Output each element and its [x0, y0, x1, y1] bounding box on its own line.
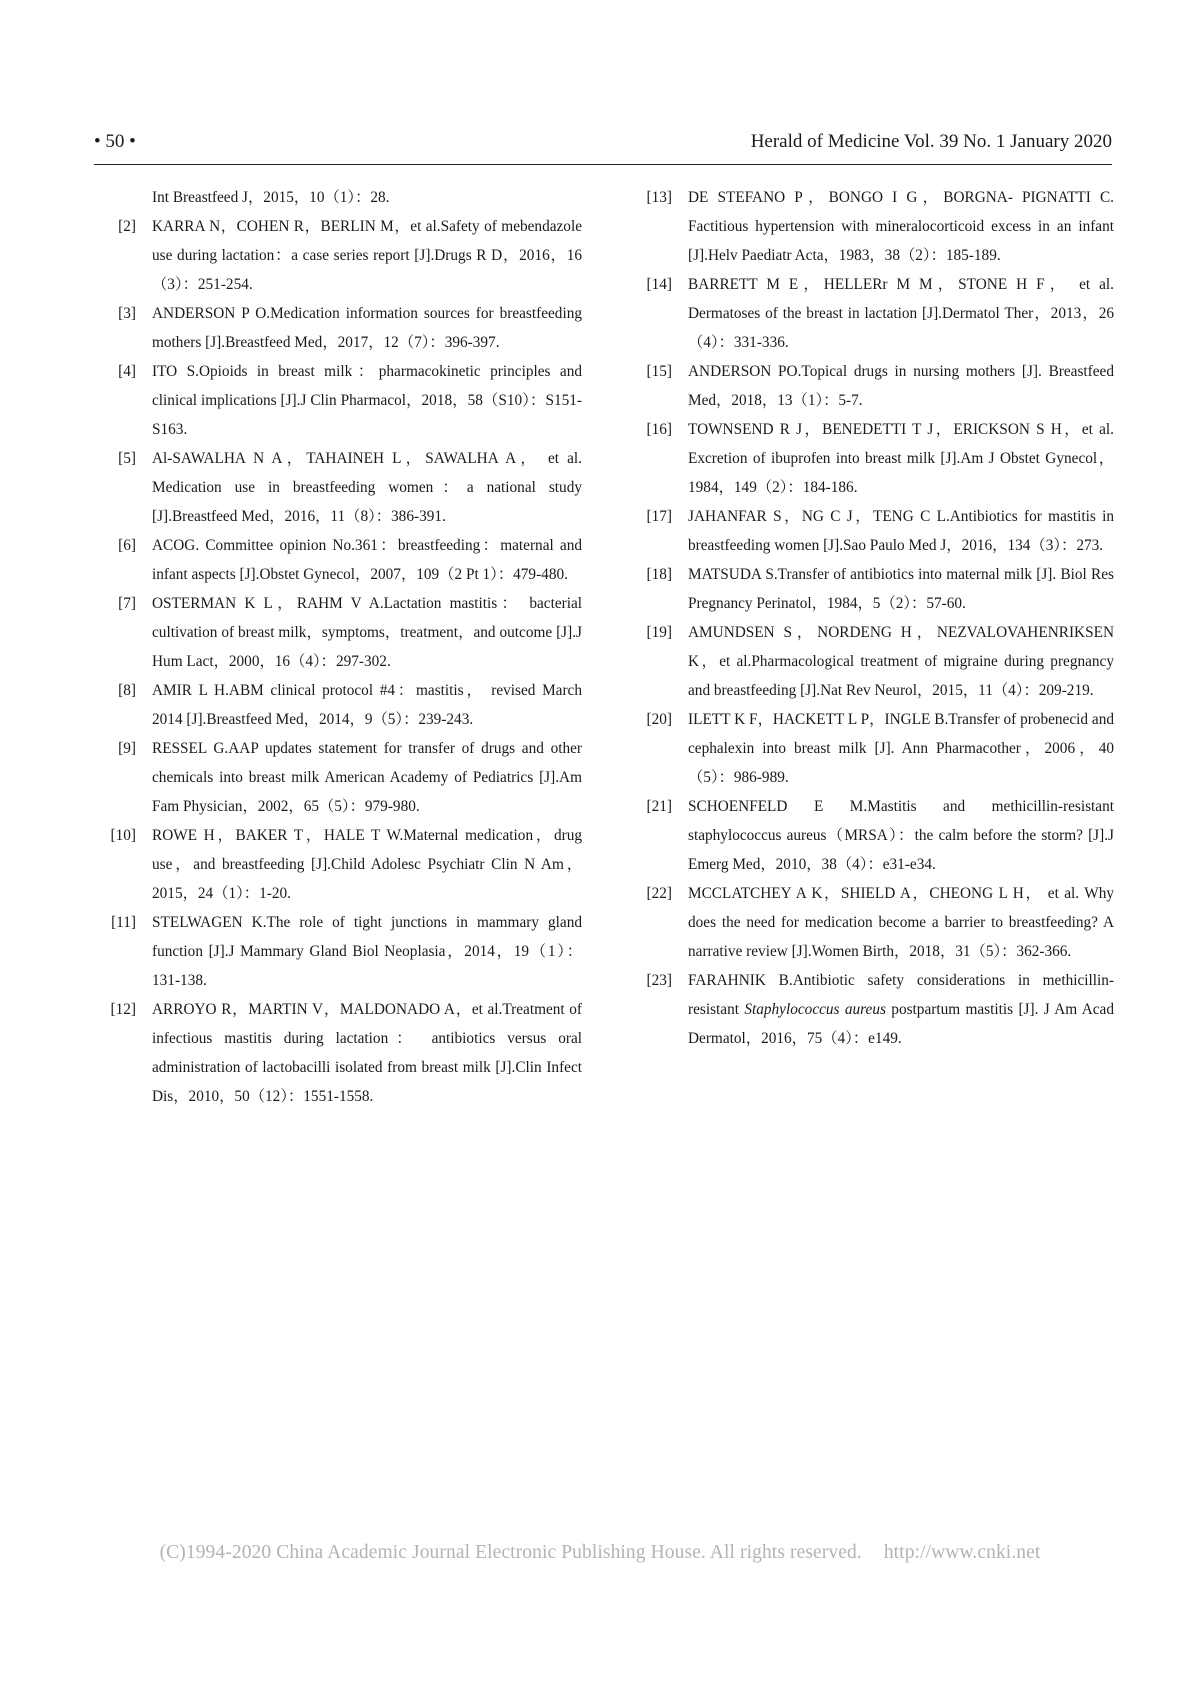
journal-name: Herald of Medicine Vol. 39 No. 1 January 2020 [750, 131, 1112, 152]
page-header [94, 128, 1112, 165]
reference-number: [22] [646, 885, 672, 902]
reference-text: KARRA N，COHEN R，BERLIN M，et al.Safety of mebendazole use during lactation：a case series report [J].Drugs R D，2016，16（3）：251-254. [152, 218, 582, 293]
reference-item [630, 966, 1114, 1053]
reference-item [630, 415, 1114, 502]
reference-number: [14] [646, 276, 672, 293]
reference-item [630, 792, 1114, 879]
reference-text: TOWNSEND R J，BENEDETTI T J，ERICKSON S H，et al. Excretion of ibuprofen into breast milk [J].Am J Obstet Gynecol，1984，149（2）：184-186. [688, 421, 1114, 496]
reference-item [630, 357, 1114, 415]
reference-item [630, 560, 1114, 618]
copyright-footer [0, 1542, 1200, 1564]
reference-text: Int Breastfeed J，2015，10（1）：28. [152, 189, 390, 206]
reference-text: ACOG. Committee opinion No.361：breastfeeding：maternal and infant aspects [J].Obstet Gynecol，2007，109（2 Pt 1）：479-480. [152, 537, 582, 583]
reference-number: [4] [118, 363, 136, 380]
reference-number: [10] [110, 827, 136, 844]
reference-text: ROWE H，BAKER T，HALE T W.Maternal medication，drug use，and breastfeeding [J].Child Adolesc Psychiatr Clin N Am，2015，24（1）：1-20. [152, 827, 582, 902]
left-reference-list [94, 212, 582, 1111]
reference-number: [8] [118, 682, 136, 699]
reference-item [94, 531, 582, 589]
reference-item [630, 879, 1114, 966]
reference-text: OSTERMAN K L，RAHM V A.Lactation mastitis： bacterial cultivation of breast milk，symptoms，treatment，and outcome [J].J Hum Lact，2000，16（4）：297-302. [152, 595, 582, 670]
copyright-text: (C)1994-2020 China Academic Journal Electronic Publishing House. All rights reserved. [159, 1542, 862, 1563]
left-column [94, 183, 582, 1111]
footer-url: http://www.cnki.net [883, 1542, 1041, 1563]
reference-item [94, 444, 582, 531]
reference-number: [9] [118, 740, 136, 757]
reference-number: [12] [110, 1001, 136, 1018]
page-number: • 50 • [94, 131, 136, 152]
reference-continuation [94, 183, 582, 212]
reference-text: Al-SAWALHA N A，TAHAINEH L，SAWALHA A， et al. Medication use in breastfeeding women：a national study [J].Breastfeed Med，2016，11（8）：386-391. [152, 450, 582, 525]
reference-number: [21] [646, 798, 672, 815]
reference-number: [7] [118, 595, 136, 612]
reference-text: FARAHNIK B.Antibiotic safety considerations in methicillin-resistant Staphylococcus aureus postpartum mastitis [J]. J Am Acad Dermatol，2016，75（4）：e149. [688, 972, 1114, 1047]
reference-number: [16] [646, 421, 672, 438]
reference-text: SCHOENFELD E M.Mastitis and methicillin-resistant staphylococcus aureus（MRSA）：the calm before the storm? [J].J Emerg Med，2010，38（4）：e31-e34. [688, 798, 1114, 873]
right-column [630, 183, 1114, 1053]
reference-item [630, 183, 1114, 270]
reference-text: MATSUDA S.Transfer of antibiotics into maternal milk [J]. Biol Res Pregnancy Perinatol，1984，5（2）：57-60. [688, 566, 1114, 612]
reference-item [94, 357, 582, 444]
reference-item [94, 212, 582, 299]
reference-number: [11] [111, 914, 136, 931]
reference-text: ITO S.Opioids in breast milk：pharmacokinetic principles and clinical implications [J].J Clin Pharmacol，2018，58（S10）：S151-S163. [152, 363, 582, 438]
reference-text: AMIR L H.ABM clinical protocol #4：mastitis， revised March 2014 [J].Breastfeed Med，2014，9（5）：239-243. [152, 682, 582, 728]
reference-number: [13] [646, 189, 672, 206]
reference-text: RESSEL G.AAP updates statement for transfer of drugs and other chemicals into breast milk American Academy of Pediatrics [J].Am Fam Physician，2002，65（5）：979-980. [152, 740, 582, 815]
reference-number: [6] [118, 537, 136, 554]
reference-text: BARRETT M E，HELLERr M M，STONE H F， et al. Dermatoses of the breast in lactation [J].Dermatol Ther，2013，26（4）：331-336. [688, 276, 1114, 351]
reference-number: [20] [646, 711, 672, 728]
reference-text: AMUNDSEN S，NORDENG H，NEZVALOVAHENRIKSEN K，et al.Pharmacological treatment of migraine during pregnancy and breastfeeding [J].Nat Rev Neurol，2015，11（4）：209-219. [688, 624, 1114, 699]
reference-item [630, 705, 1114, 792]
reference-item [94, 589, 582, 676]
reference-item [630, 502, 1114, 560]
reference-number: [17] [646, 508, 672, 525]
reference-text: ILETT K F，HACKETT L P，INGLE B.Transfer of probenecid and cephalexin into breast milk [J]. Ann Pharmacother，2006，40（5）：986-989. [688, 711, 1114, 786]
reference-text: MCCLATCHEY A K，SHIELD A，CHEONG L H， et al. Why does the need for medication become a barrier to breastfeeding? A narrative review [J].Women Birth，2018，31（5）：362-366. [688, 885, 1114, 960]
reference-number: [18] [646, 566, 672, 583]
reference-text: JAHANFAR S，NG C J，TENG C L.Antibiotics for mastitis in breastfeeding women [J].Sao Paulo Med J，2016，134（3）：273. [688, 508, 1114, 554]
reference-text: DE STEFANO P，BONGO I G，BORGNA- PIGNATTI C. Factitious hypertension with mineralocorticoid excess in an infant [J].Helv Paediatr Acta，1983，38（2）：185-189. [688, 189, 1114, 264]
reference-item [94, 734, 582, 821]
reference-number: [15] [646, 363, 672, 380]
reference-item [630, 270, 1114, 357]
reference-number: [3] [118, 305, 136, 322]
reference-item [94, 299, 582, 357]
reference-number: [2] [118, 218, 136, 235]
reference-number: [23] [646, 972, 672, 989]
reference-item [94, 676, 582, 734]
reference-item [94, 908, 582, 995]
reference-item [94, 995, 582, 1111]
reference-number: [5] [118, 450, 136, 467]
reference-item [630, 618, 1114, 705]
reference-item [94, 821, 582, 908]
reference-text: ANDERSON P O.Medication information sources for breastfeeding mothers [J].Breastfeed Med，2017，12（7）：396-397. [152, 305, 582, 351]
reference-number: [19] [646, 624, 672, 641]
right-reference-list [630, 183, 1114, 1053]
reference-text: STELWAGEN K.The role of tight junctions in mammary gland function [J].J Mammary Gland Biol Neoplasia，2014，19（1）：131-138. [152, 914, 582, 989]
reference-text: ARROYO R，MARTIN V，MALDONADO A，et al.Treatment of infectious mastitis during lactation： antibiotics versus oral administration of lactobacilli isolated from breast milk [J].Clin Infect Dis，2010，50（12）：1551-1558. [152, 1001, 582, 1105]
reference-text: ANDERSON PO.Topical drugs in nursing mothers [J]. Breastfeed Med，2018，13（1）：5-7. [688, 363, 1114, 409]
